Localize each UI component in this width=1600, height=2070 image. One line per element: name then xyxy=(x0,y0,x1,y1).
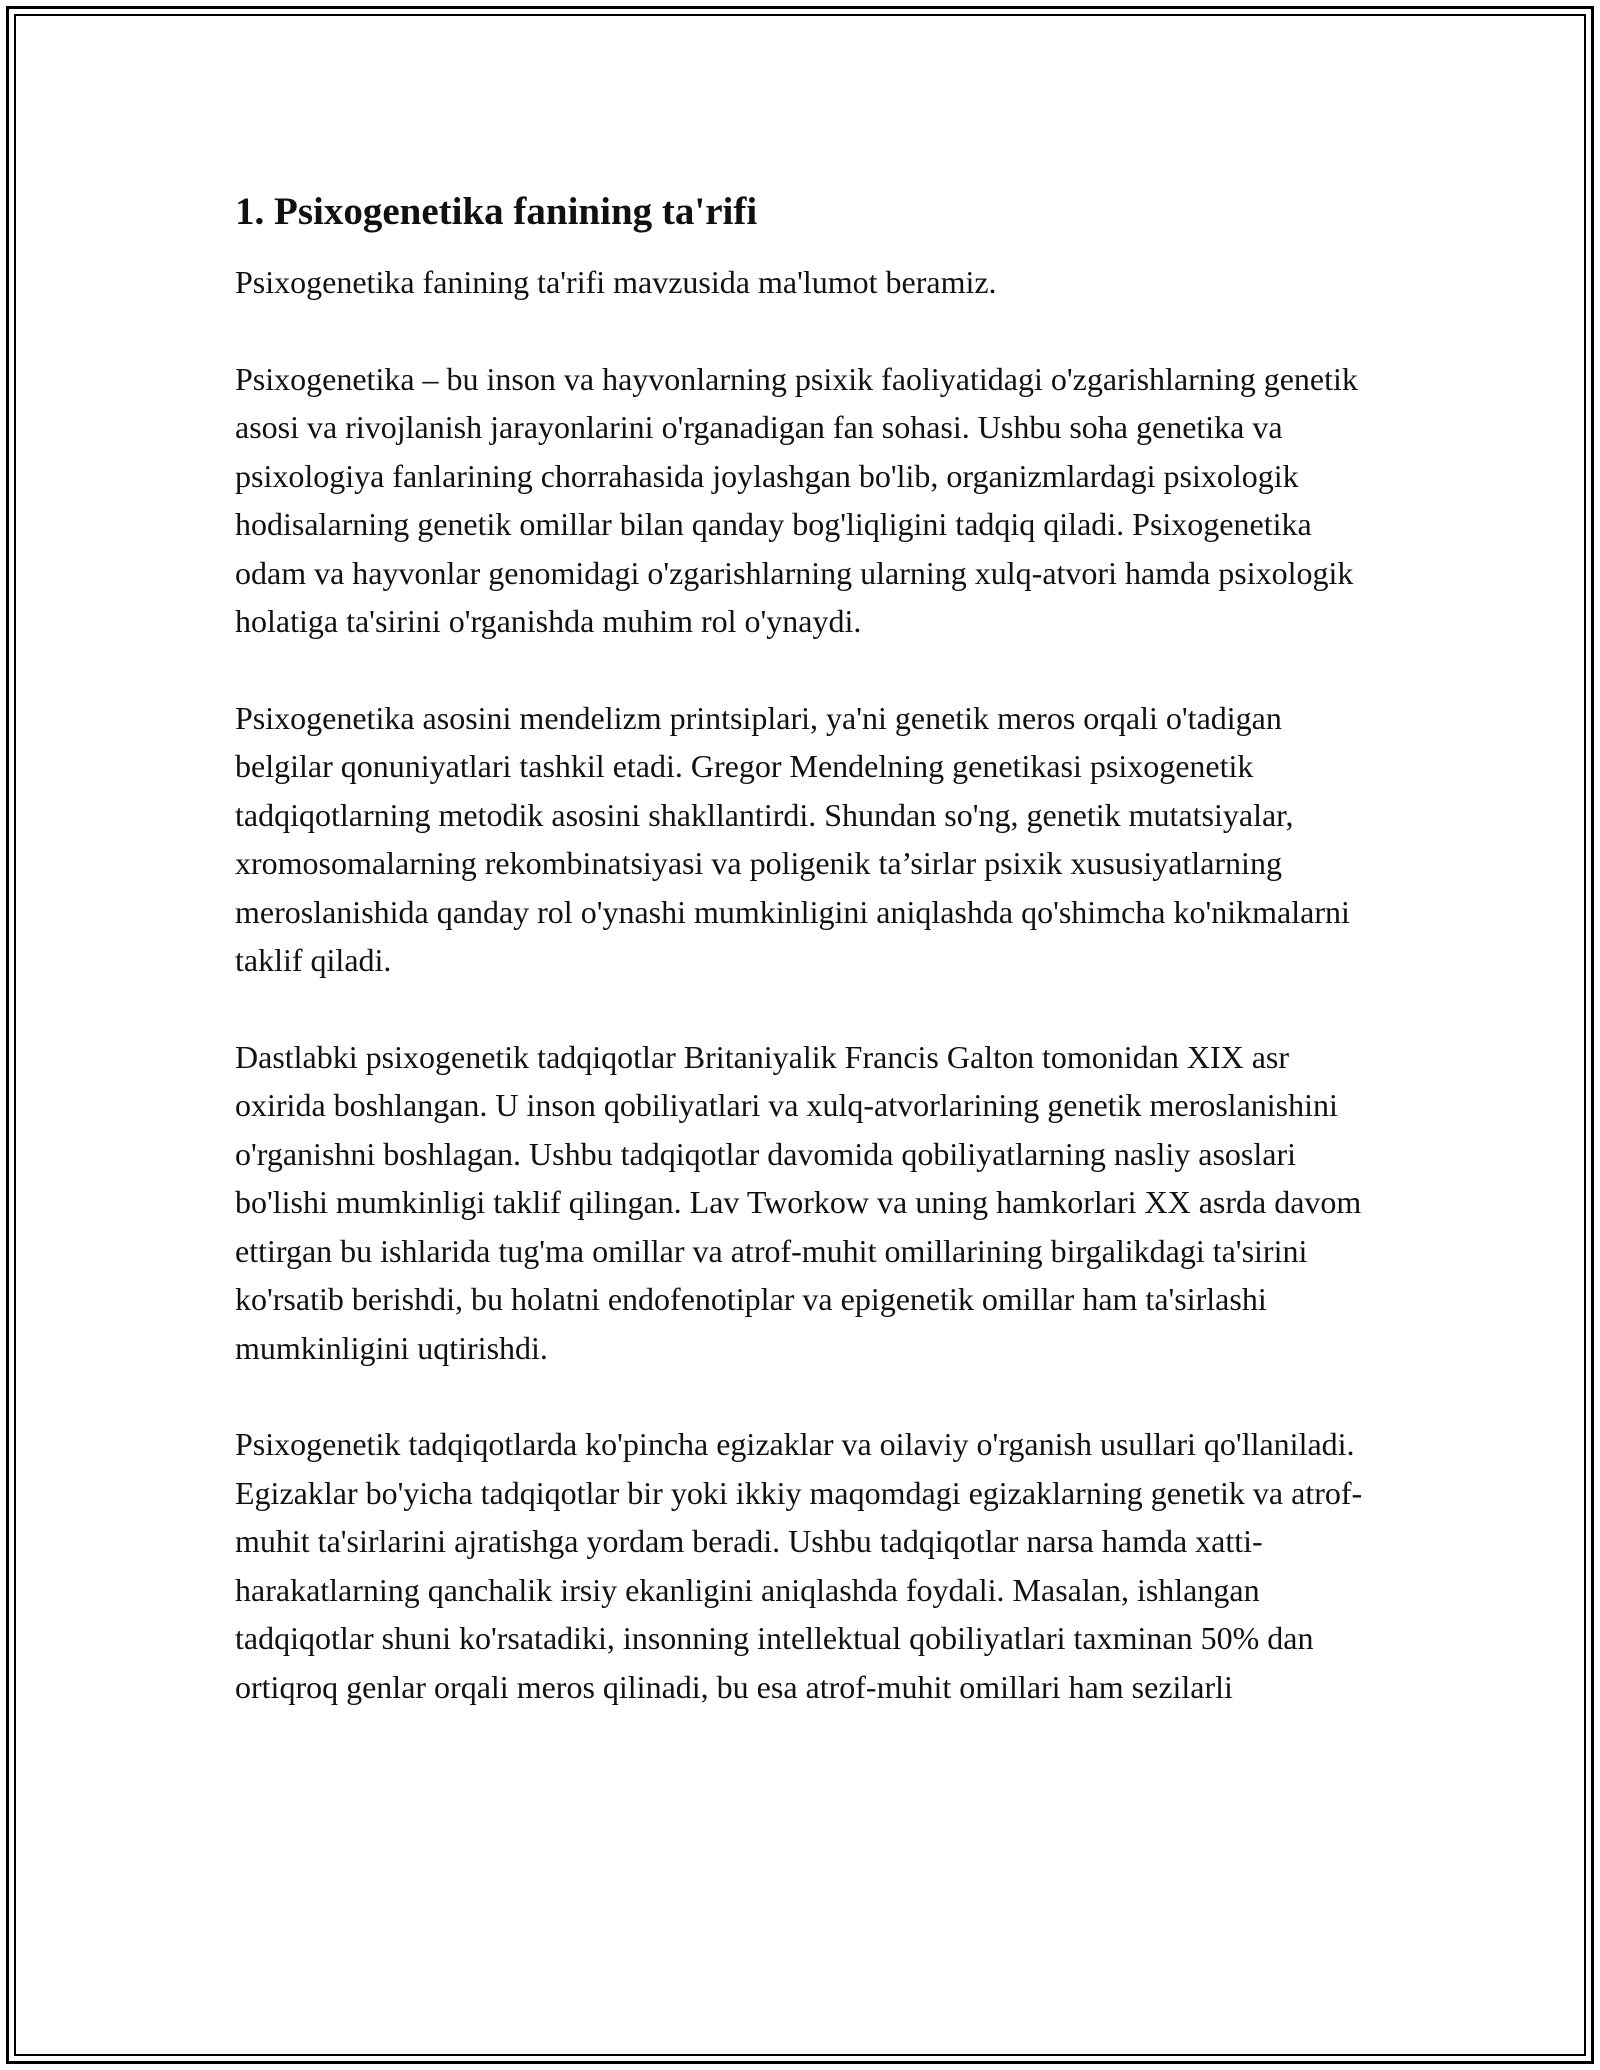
paragraph-history: Dastlabki psixogenetik tadqiqotlar Britaniyalik Francis Galton tomonidan XIX asr oxirida boshlangan. U inson qobiliyatlari va xulq-atvorlarining genetik meroslanishini o'rganishni boshlagan. Ushbu tadqiqotlar davomida qobiliyatlarning nasliy asoslari bo'lishi mumkinligi taklif qilingan. Lav Tworkow va uning hamkorlari XX asrda davom ettirgan bu ishlarida tug'ma omillar va atrof-muhit omillarining birgalikdagi ta'sirini ko'rsatib berishdi, bu holatni endofenotiplar va epigenetik omillar ham ta'sirlashi mumkinligini uqtirishdi. xyxy=(235,1038,1362,1366)
document-body xyxy=(235,186,1365,1759)
intro-paragraph: Psixogenetika fanining ta'rifi mavzusida ma'lumot beramiz. xyxy=(235,264,997,300)
section-heading: 1. Psixogenetika fanining ta'rifi xyxy=(235,190,758,233)
paragraph-definition: Psixogenetika – bu inson va hayvonlarning psixik faoliyatidagi o'zgarishlarning genetik asosi va rivojlanish jarayonlarini o'rganadigan fan sohasi. Ushbu soha genetika va psixologiya fanlarining chorrahasida joylashgan bo'lib, organizmlardagi psixologik hodisalarning genetik omillar bilan qanday bog'liqligini tadqiq qiladi. Psixogenetika odam va hayvonlar genomidagi o'zgarishlarning ularning xulq-atvori hamda psixologik holatiga ta'sirini o'rganishda muhim rol o'ynaydi. xyxy=(235,360,1358,639)
paragraph-twin-studies: Psixogenetik tadqiqotlarda ko'pincha egizaklar va oilaviy o'rganish usullari qo'llaniladi. Egizaklar bo'yicha tadqiqotlar bir yoki ikkiy maqomdagi egizaklarning genetik va atrof-muhit ta'sirlarini ajratishga yordam beradi. Ushbu tadqiqotlar narsa hamda xatti-harakatlarning qanchalik irsiy ekanligini aniqlashda foydali. Masalan, ishlangan tadqiqotlar shuni ko'rsatadiki, insonning intellektual qobiliyatlari taxminan 50% dan ortiqroq genlar orqali meros qilinadi, bu esa atrof-muhit omillari ham sezilarli xyxy=(235,1426,1363,1705)
paragraph-mendelism: Psixogenetika asosini mendelizm printsiplari, ya'ni genetik meros orqali o'tadigan belgilar qonuniyatlari tashkil etadi. Gregor Mendelning genetikasi psixogenetik tadqiqotlarning metodik asosini shakllantirdi. Shundan so'ng, genetik mutatsiyalar, xromosomalarning rekombinatsiyasi va poligenik ta’sirlar psixik xususiyatlarning meroslanishida qanday rol o'ynashi mumkinligini aniqlashda qo'shimcha ko'nikmalarni taklif qiladi. xyxy=(235,699,1350,978)
